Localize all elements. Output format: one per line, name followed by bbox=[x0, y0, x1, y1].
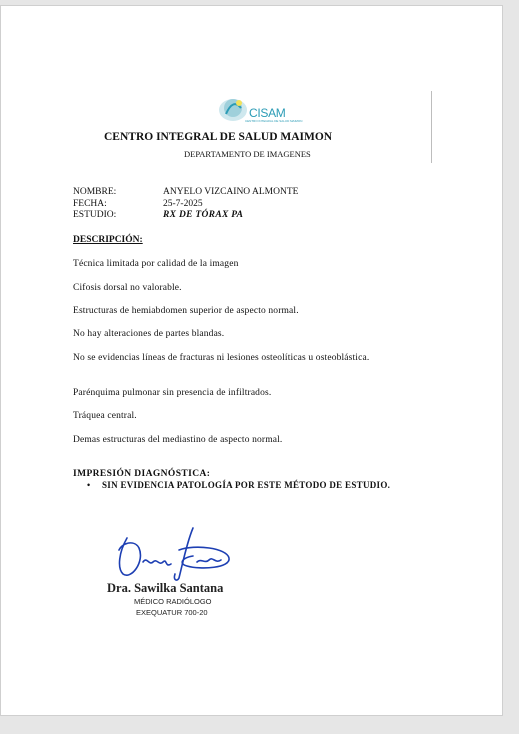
impression-heading: IMPRESIÓN DIAGNÓSTICA: bbox=[73, 469, 211, 479]
header-divider bbox=[431, 91, 432, 163]
finding-item: Demas estructuras del mediastino de aspecto normal. bbox=[73, 435, 283, 445]
signer-exequatur: EXEQUATUR 700-20 bbox=[136, 608, 208, 617]
study-label: ESTUDIO: bbox=[73, 210, 117, 220]
finding-item: No hay alteraciones de partes blandas. bbox=[73, 329, 225, 339]
finding-item: Estructuras de hemiabdomen superior de aspecto normal. bbox=[73, 306, 299, 316]
institution-title: CENTRO INTEGRAL DE SALUD MAIMON bbox=[104, 131, 333, 143]
impression-item: SIN EVIDENCIA PATOLOGÍA POR ESTE MÉTODO DE ESTUDIO. bbox=[102, 480, 391, 490]
signer-name: Dra. Sawilka Santana bbox=[107, 581, 224, 595]
department-title: DEPARTAMENTO DE IMAGENES bbox=[184, 149, 311, 159]
study-value: RX DE TÓRAX PA bbox=[163, 210, 244, 220]
date-value: 25-7-2025 bbox=[163, 199, 203, 209]
logo-subtext: CENTRO INTEGRAL DE SALUD MAIMON bbox=[245, 119, 303, 123]
signature-image bbox=[109, 522, 239, 584]
finding-item: Técnica limitada por calidad de la imagen bbox=[73, 259, 239, 269]
name-value: ANYELO VIZCAINO ALMONTE bbox=[163, 187, 299, 197]
finding-item: Parénquima pulmonar sin presencia de infiltrados. bbox=[73, 388, 272, 398]
document-page bbox=[0, 5, 503, 716]
signer-role: MÉDICO RADIÓLOGO bbox=[134, 597, 212, 606]
date-label: FECHA: bbox=[73, 199, 107, 209]
finding-item: Cifosis dorsal no valorable. bbox=[73, 283, 182, 293]
description-heading: DESCRIPCIÓN: bbox=[73, 235, 143, 245]
logo-text: CISAM bbox=[249, 106, 286, 120]
bullet-icon: • bbox=[87, 480, 91, 490]
finding-item: No se evidencias líneas de fracturas ni lesiones osteolíticas u osteoblástica. bbox=[73, 353, 370, 363]
finding-item: Tráquea central. bbox=[73, 411, 137, 421]
impression-list bbox=[87, 480, 390, 490]
name-label: NOMBRE: bbox=[73, 187, 117, 197]
